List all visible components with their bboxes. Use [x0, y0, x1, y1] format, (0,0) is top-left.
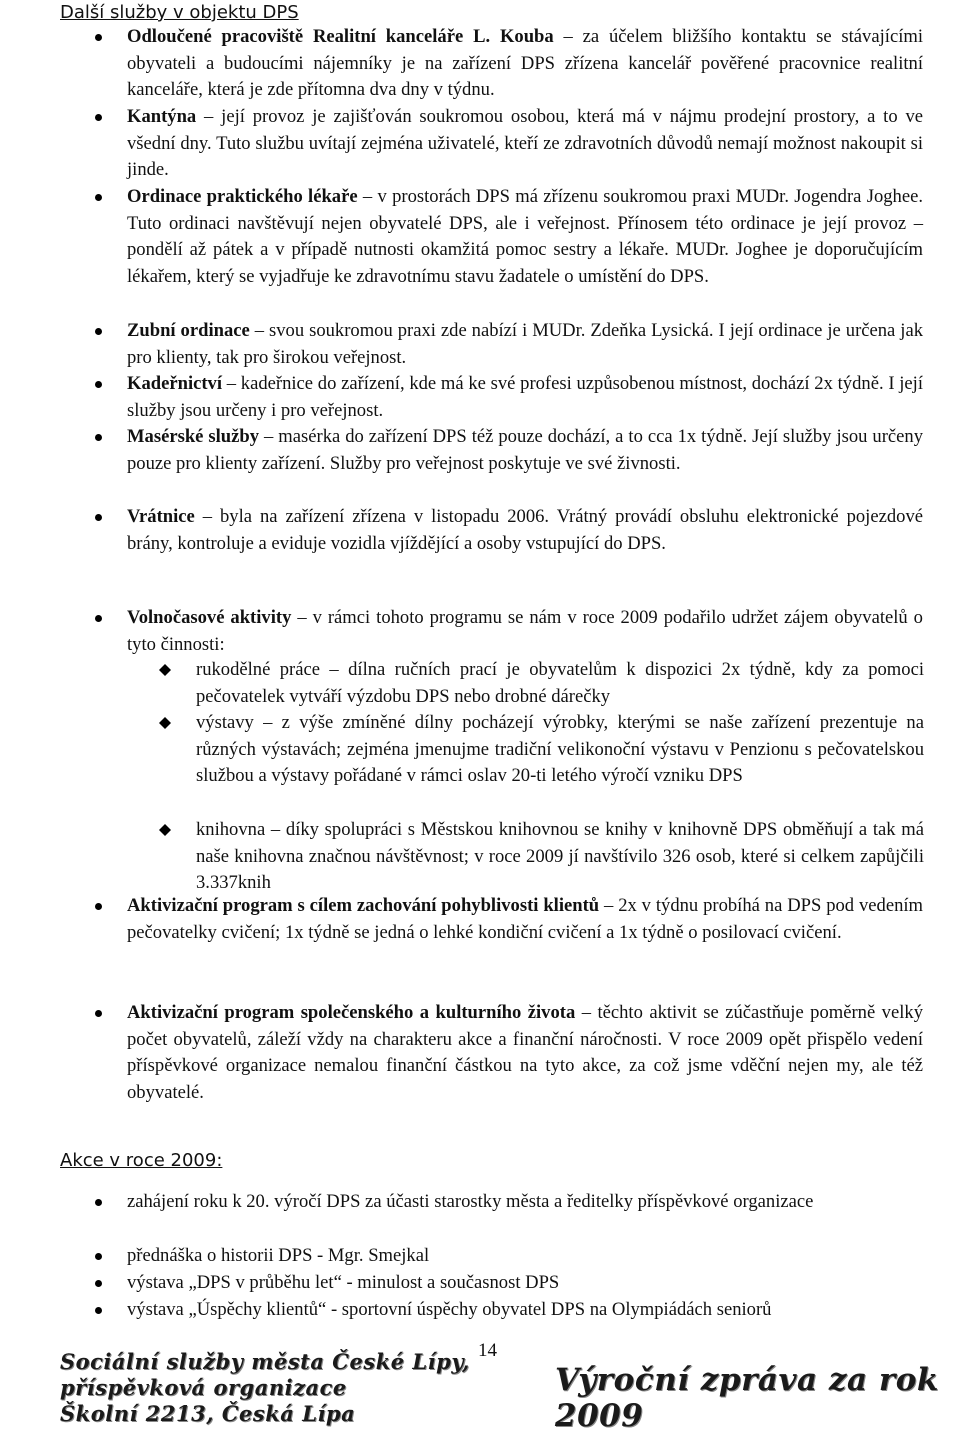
event-item: [127, 1243, 923, 1270]
section-title-services: Další služby v objektu DPS: [60, 2, 299, 23]
bullet-icon: [95, 328, 102, 335]
activity-subitem-text: výstavy – z výše zmíněné dílny pocházejí výrobky, kterými se naše zařízení prezentuje na různých výstavách; zejména jmenujme tradiční velikonoční výstavu v Penzionu s pečovatelskou službou a výstavy pořádané v rámci oslav 20-ti letého výročí vzniku DPS: [196, 712, 924, 787]
service-item-heading: Ordinace praktického lékaře: [127, 186, 358, 207]
bullet-icon: [95, 1307, 102, 1314]
service-item: [127, 318, 923, 371]
service-item-heading: Aktivizační program s cílem zachování pohyblivosti klientů: [127, 895, 600, 916]
service-item-text: – masérka do zařízení DPS též pouze dochází, a to cca 1x týdně. Její služby jsou určeny pouze pro klienty zařízení. Služby pro veřejnost poskytuje ve své živnosti.: [127, 426, 924, 474]
bullet-icon: [95, 1199, 102, 1206]
activity-subitem-text: knihovna – díky spolupráci s Městskou knihovnou se knihy v knihovně DPS obměňují a tak má naše knihovna značnou návštěvnost; v roce 2009 jí navštívilo 326 osob, které si celkem zapůjčili 3.337knih: [196, 819, 924, 894]
service-item-text: – její provoz je zajišťován soukromou osobou, která má v nájmu prodejní prostory, a to ve všední dny. Tuto službu uvítají zejména uživatelé, kteří ze zdravotních důvodů nemají možnost nakoupit si jinde.: [127, 106, 923, 181]
event-item: [127, 1189, 923, 1216]
service-item-text: – byla na zařízení zřízena v listopadu 2006. Vrátný provádí obsluhu elektronické pojezdové brány, kontroluje a eviduje vozidla vjíždějící a osoby vstupující do DPS.: [127, 506, 923, 554]
service-item-text: – v rámci tohoto programu se nám v roce 2009 podařilo udržet zájem obyvatelů o tyto činnosti:: [127, 607, 923, 655]
bullet-icon: [95, 514, 102, 521]
bullet-icon: [95, 114, 102, 121]
service-item-text: – svou soukromou praxi zde nabízí i MUDr. Zdeňka Lysická. I její ordinace je určena jak pro klienty, tak pro širokou veřejnost.: [127, 320, 923, 368]
event-item-text: přednáška o historii DPS - Mgr. Smejkal: [127, 1245, 430, 1266]
event-item: [127, 1270, 923, 1297]
service-item-heading: Odloučené pracoviště Realitní kanceláře L. Kouba: [127, 26, 554, 47]
bullet-icon: [95, 1253, 102, 1260]
bullet-icon: [95, 1010, 102, 1017]
service-item: [127, 104, 923, 184]
footer-line-3: Školní 2213, Česká Lípa: [60, 1401, 356, 1426]
footer-line-2: příspěvková organizace: [60, 1375, 347, 1400]
service-item-heading: Kadeřnictví: [127, 373, 223, 394]
service-item: [127, 24, 923, 104]
event-item-text: zahájení roku k 20. výročí DPS za účasti starostky města a ředitelky příspěvkové organizace: [127, 1191, 814, 1212]
footer-annual-report: Výroční zpráva za rok 2009: [555, 1362, 939, 1434]
service-item-heading: Volnočasové aktivity: [127, 607, 292, 628]
service-item-heading: Zubní ordinace: [127, 320, 250, 341]
page-number: 14: [478, 1340, 497, 1361]
bullet-icon: [95, 434, 102, 441]
service-item: [127, 893, 923, 946]
footer-line-1: Sociální služby města České Lípy,: [60, 1349, 470, 1374]
bullet-icon: [95, 903, 102, 910]
service-item: [127, 184, 923, 290]
bullet-icon: [95, 1280, 102, 1287]
service-item-heading: Kantýna: [127, 106, 197, 127]
diamond-bullet-icon: [159, 664, 171, 676]
service-item: [127, 424, 923, 477]
activity-subitem: [196, 710, 924, 790]
service-item: [127, 504, 923, 557]
activity-subitem: [196, 657, 924, 710]
service-item: [127, 1000, 923, 1106]
bullet-icon: [95, 34, 102, 41]
bullet-icon: [95, 615, 102, 622]
service-item-text: – 2x v týdnu probíhá na DPS pod vedením pečovatelky cvičení; 1x týdně se jedná o lehké kondiční cvičení a 1x týdně o posilovací cvičení.: [127, 895, 924, 943]
event-item: [127, 1297, 923, 1324]
service-item-text: – těchto aktivit se zúčastňuje poměrně velký počet obyvatelů, záleží vždy na charakteru akce a finanční náročnosti. V roce 2009 opět přispělo vedení příspěvkové organizace nemalou finanční částkou na tyto akce, za což jsme vděční nejen my, ale též obyvatelé.: [127, 1002, 923, 1103]
service-item-text: – za účelem bližšího kontaktu se stávajícími obyvateli a budoucími nájemníky je na zařízení DPS zřízena kancelář pověřené pracovnice realitní kanceláře, která je zde přítomna dva dny v týdnu.: [127, 26, 923, 101]
bullet-icon: [95, 381, 102, 388]
activity-subitem-text: rukodělné práce – dílna ručních prací je obyvatelům k dispozici 2x týdně, kdy za pomoci pečovatelek vytváří výzdobu DPS nebo drobné dárečky: [196, 659, 924, 707]
service-item: [127, 371, 923, 424]
service-item-text: – kadeřnice do zařízení, kde má ke své profesi uzpůsobenou místnost, dochází 2x týdně. I její služby jsou určeny i pro veřejnost.: [127, 373, 923, 421]
diamond-bullet-icon: [159, 824, 171, 836]
service-item-text: – v prostorách DPS má zřízenu soukromou praxi MUDr. Jogendra Joghee. Tuto ordinaci navštěvují nejen obyvatelé DPS, ale i veřejnost. Přínosem této ordinace je její provoz – pondělí až pátek a v případě nutnosti okamžitá pomoc sestry a lékaře. MUDr. Joghee je doporučujícím lékařem, který se vyjadřuje ke zdravotnímu stavu žadatele o umístění do DPS.: [127, 186, 923, 287]
diamond-bullet-icon: [159, 717, 171, 729]
service-item-heading: Aktivizační program společenského a kulturního života: [127, 1002, 576, 1023]
event-item-text: výstava „DPS v průběhu let“ - minulost a současnost DPS: [127, 1272, 560, 1293]
event-item-text: výstava „Úspěchy klientů“ - sportovní úspěchy obyvatel DPS na Olympiádách seniorů: [127, 1299, 772, 1320]
service-item-heading: Vrátnice: [127, 506, 195, 527]
activity-subitem: [196, 817, 924, 897]
bullet-icon: [95, 194, 102, 201]
section-title-events: Akce v roce 2009:: [60, 1150, 223, 1171]
service-item-heading: Masérské služby: [127, 426, 260, 447]
service-item: [127, 605, 923, 658]
